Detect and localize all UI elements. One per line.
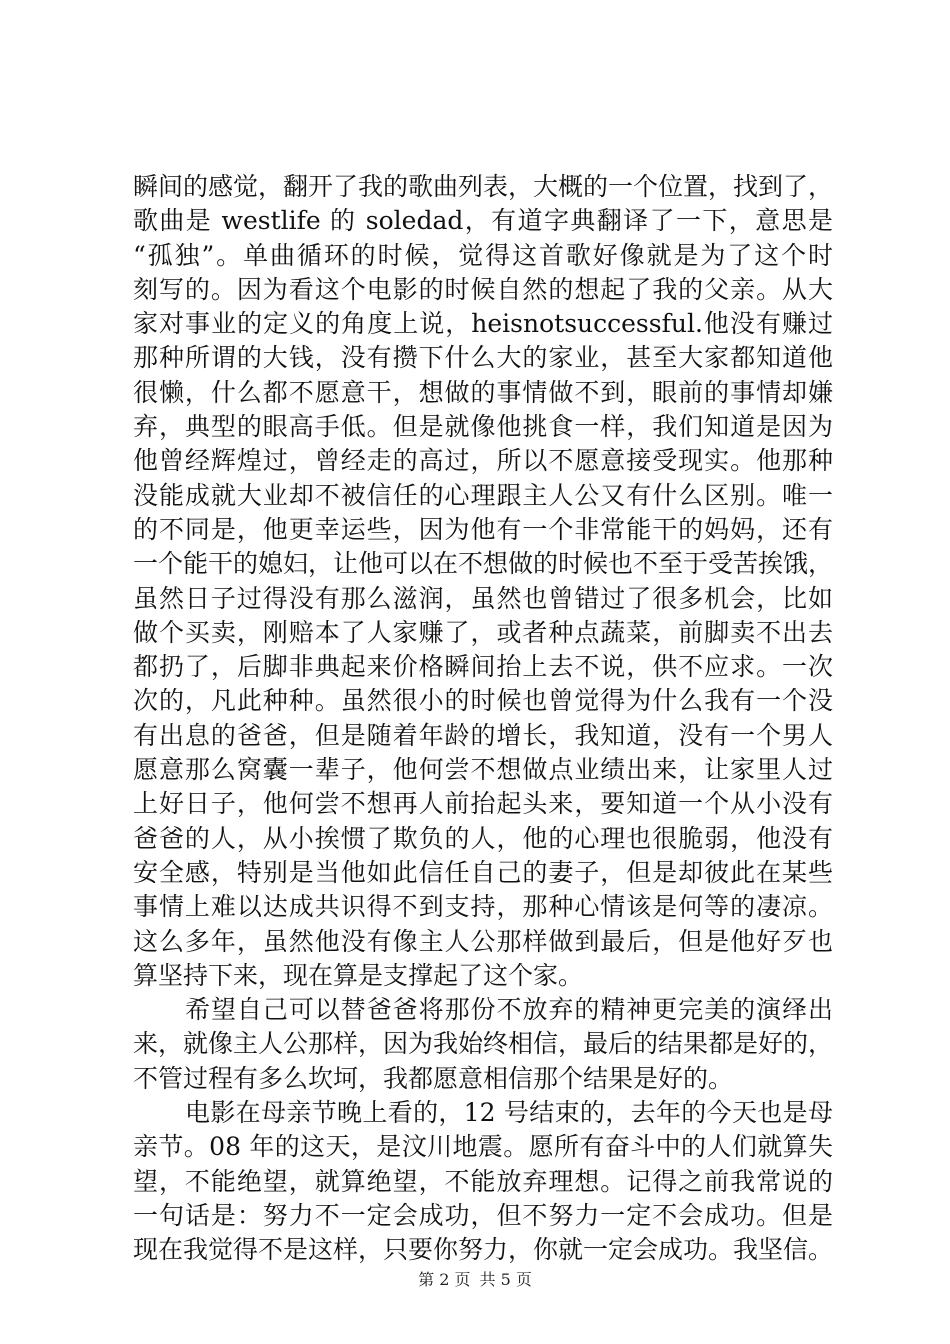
text-line: 希望自己可以替爸爸将那份不放弃的精神更完美的演绎出 — [185, 995, 833, 1025]
text-line: 刻写的。因为看这个电影的时候自然的想起了我的父亲。从大 — [133, 274, 833, 304]
text-line: 没能成就大业却不被信任的心理跟主人公又有什么区别。唯一 — [133, 480, 833, 510]
text-line: 愿意那么窝囊一辈子，他何尝不想做点业绩出来，让家里人过 — [133, 755, 833, 785]
text-line: 他曾经辉煌过，曾经走的高过，所以不愿意接受现实。他那种 — [133, 446, 833, 476]
text-line: 次的，凡此种种。虽然很小的时候也曾觉得为什么我有一个没 — [133, 686, 833, 716]
text-line: 一句话是：努力不一定会成功，但不努力一定不会成功。但是 — [133, 1200, 833, 1230]
page-footer — [0, 1270, 950, 1290]
text-line: 来，就像主人公那样，因为我始终相信，最后的结果都是好的， — [133, 1029, 834, 1059]
text-line: 做个买卖，刚赔本了人家赚了，或者种点蔬菜，前脚卖不出去 — [133, 617, 833, 647]
text-line: 都扔了，后脚非典起来价格瞬间抬上去不说，供不应求。一次 — [133, 652, 833, 682]
text-line: 算坚持下来，现在算是支撑起了这个家。 — [133, 960, 584, 990]
text-line: 歌曲是 westlife 的 soledad，有道字典翻译了一下，意思是 — [133, 206, 833, 236]
text-line: 事情上难以达成共识得不到支持，那种心情该是何等的凄凉。 — [133, 892, 833, 922]
text-line: “孤独”。单曲循环的时候，觉得这首歌好像就是为了这个时 — [133, 240, 833, 270]
text-line: 安全感，特别是当他如此信任自己的妻子，但是却彼此在某些 — [133, 857, 833, 887]
text-line: 上好日子，他何尝不想再人前抬起头来，要知道一个从小没有 — [133, 789, 833, 819]
text-line: 亲节。08 年的这天，是汶川地震。愿所有奋斗中的人们就算失 — [133, 1132, 833, 1162]
text-line: 一个能干的媳妇，让他可以在不想做的时候也不至于受苦挨饿， — [133, 549, 834, 579]
body-text — [133, 170, 833, 1268]
text-line: 弃，典型的眼高手低。但是就像他挑食一样，我们知道是因为 — [133, 412, 833, 442]
text-line: 的不同是，他更幸运些，因为他有一个非常能干的妈妈，还有 — [133, 514, 833, 544]
text-line: 虽然日子过得没有那么滋润，虽然也曾错过了很多机会，比如 — [133, 583, 833, 613]
text-line: 很懒，什么都不愿意干，想做的事情做不到，眼前的事情却嫌 — [133, 377, 833, 407]
text-line: 这么多年，虽然他没有像主人公那样做到最后，但是他好歹也 — [133, 926, 833, 956]
text-line: 现在我觉得不是这样，只要你努力，你就一定会成功。我坚信。 — [133, 1235, 834, 1265]
text-line: 电影在母亲节晚上看的，12 号结束的，去年的今天也是母 — [185, 1098, 833, 1128]
paragraph — [133, 1096, 833, 1267]
text-line: 家对事业的定义的角度上说，heisnotsuccessful.他没有赚过 — [133, 309, 833, 339]
text-line: 瞬间的感觉，翻开了我的歌曲列表，大概的一个位置，找到了， — [133, 172, 834, 201]
text-line: 爸爸的人，从小挨惯了欺负的人，他的心理也很脆弱，他没有 — [133, 823, 833, 853]
paragraph — [133, 170, 833, 993]
page-total: 共 5 页 — [479, 1270, 532, 1289]
text-line: 不管过程有多么坎坷，我都愿意相信那个结果是好的。 — [133, 1063, 734, 1093]
paragraph — [133, 993, 833, 1096]
text-line: 那种所谓的大钱，没有攒下什么大的家业，甚至大家都知道他 — [133, 343, 833, 373]
text-line: 有出息的爸爸，但是随着年龄的增长，我知道，没有一个男人 — [133, 720, 833, 750]
text-line: 望，不能绝望，就算绝望，不能放弃理想。记得之前我常说的 — [133, 1166, 833, 1196]
page-number: 第 2 页 — [418, 1270, 471, 1289]
